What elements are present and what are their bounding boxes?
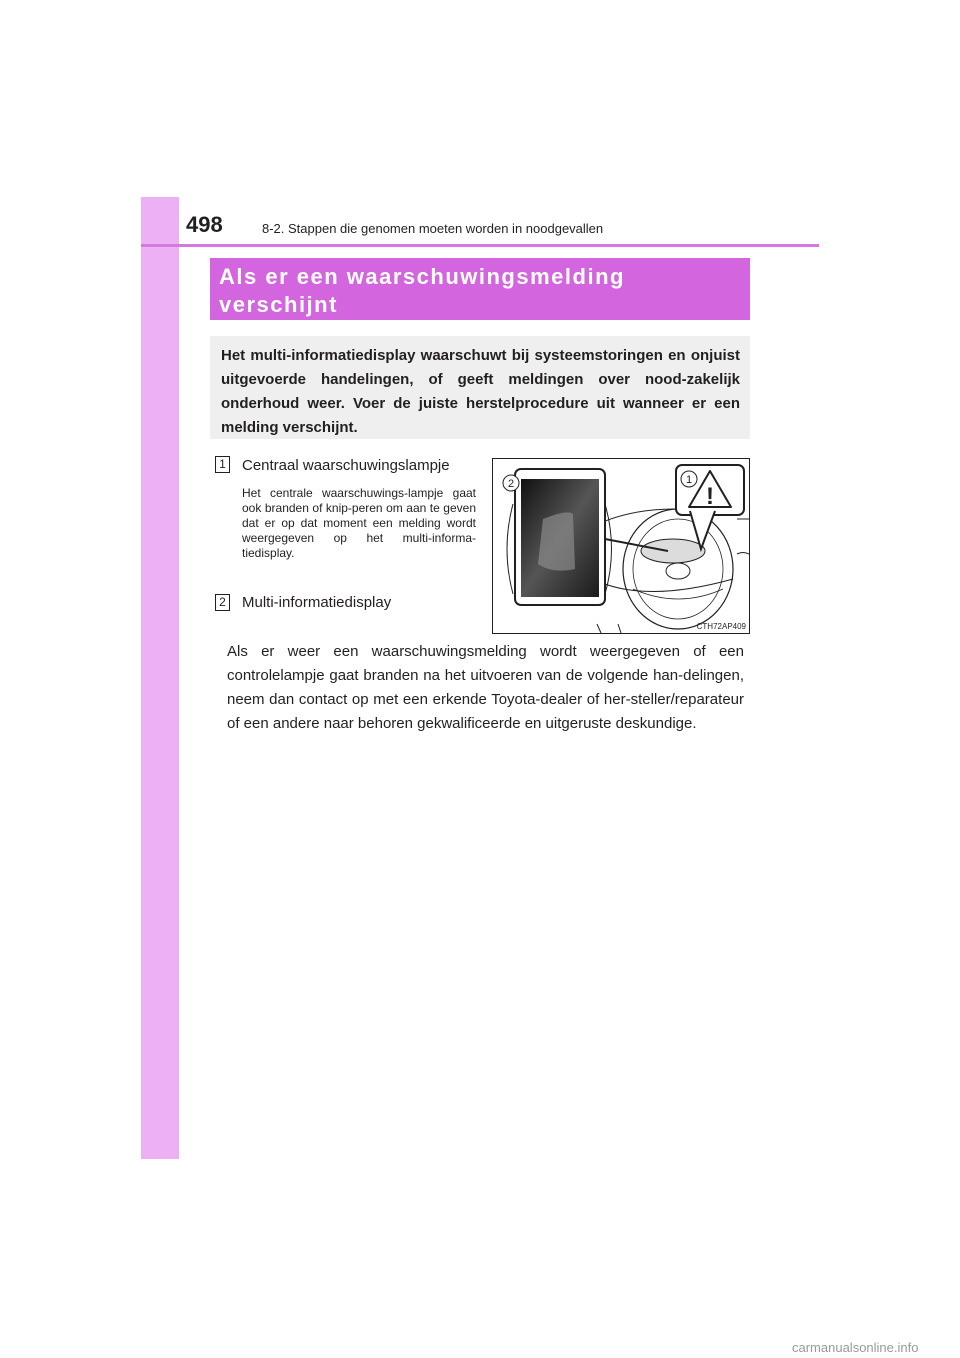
intro-box: Het multi-informatiedisplay waarschuwt bij systeemstoringen en onjuist uitgevoerde handelingen, of geeft meldingen over nood-zakelijk onderhoud weer. Voer de juiste herstelprocedure uit wanneer er een melding verschijnt.: [210, 336, 750, 439]
figure-code: CTH72AP409: [696, 622, 746, 631]
chapter-tab-bar: [141, 197, 179, 1159]
item-body-1: Het centrale waarschuwings-lampje gaat ook branden of knip-peren om aan te geven dat er op dat moment een melding wordt weergegeven op het multi-informa-tiedisplay.: [242, 486, 476, 560]
item-number-2: 2: [215, 594, 230, 611]
item-number-1: 1: [215, 456, 230, 473]
section-title: [210, 258, 750, 320]
dashboard-drawing: [493, 459, 749, 633]
dashboard-illustration: [492, 458, 750, 634]
warning-icon: !: [706, 483, 714, 510]
section-title-line1: Als er een waarschuwingsmelding: [219, 264, 625, 289]
item-heading-1: Centraal waarschuwingslampje: [242, 457, 450, 474]
item-heading-2: Multi-informatiedisplay: [242, 594, 392, 611]
callout-2: 2: [507, 478, 515, 490]
section-title-line2: verschijnt: [219, 292, 338, 317]
callout-1: 1: [685, 474, 693, 486]
chapter-title: 8-2. Stappen die genomen moeten worden in noodgevallen: [262, 221, 604, 236]
body-paragraph: Als er weer een waarschuwingsmelding wordt weergegeven of een controlelampje gaat branden na het uitvoeren van de volgende han-delingen, neem dan contact op met een erkende Toyota-dealer of her-steller/reparateur of een andere naar behoren gekwalificeerde en uitgeruste deskundige.: [227, 643, 744, 732]
page-number: 498: [186, 212, 223, 237]
header-rule: [141, 244, 819, 247]
watermark: carmanualsonline.info: [792, 1340, 919, 1355]
